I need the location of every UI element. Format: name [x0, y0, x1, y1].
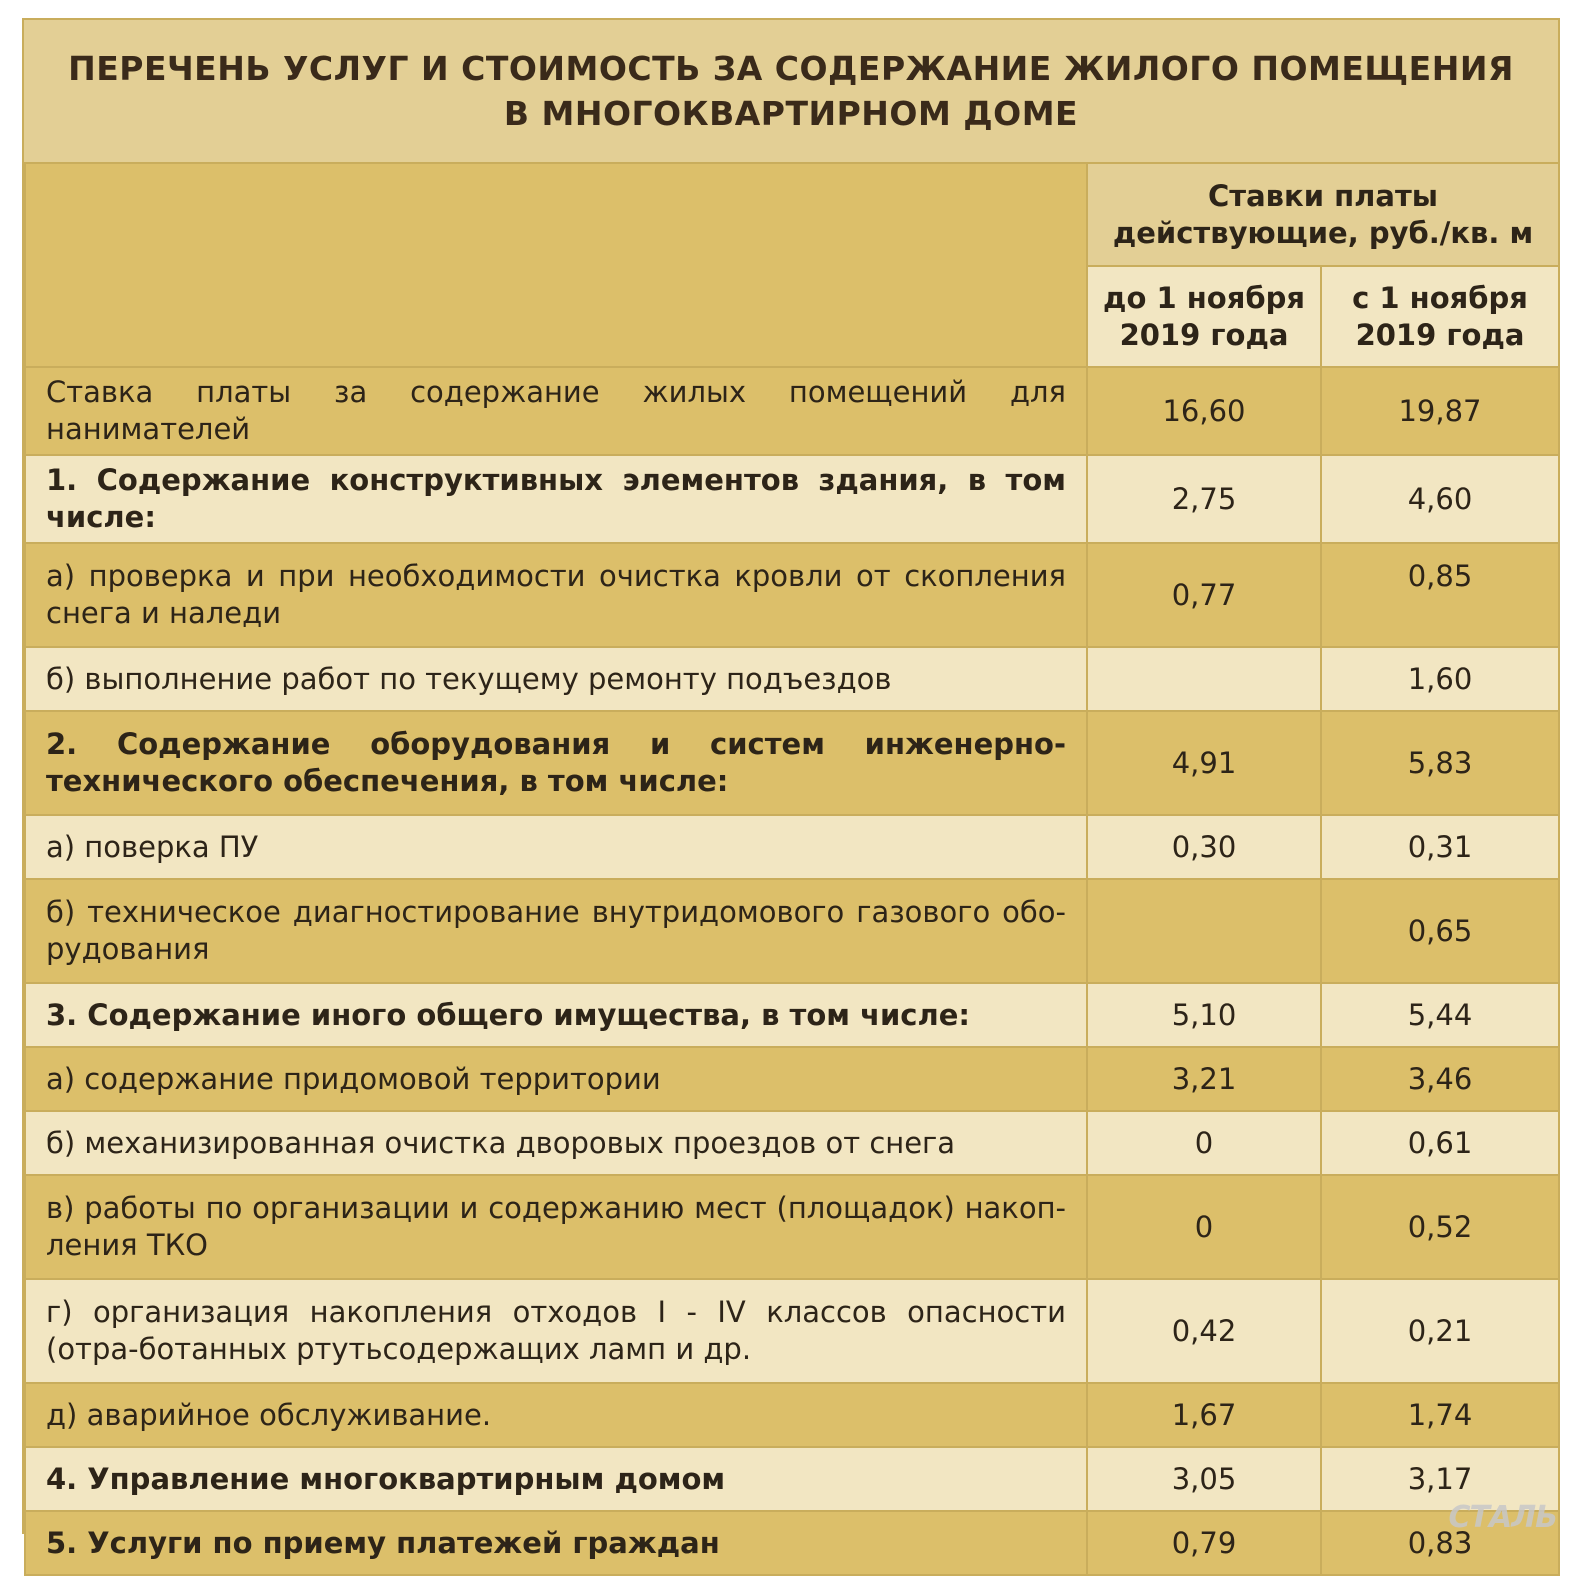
header-blank-cell — [25, 163, 1087, 367]
table-row — [25, 1383, 1559, 1447]
row-value-after: 0,21 — [1321, 1279, 1559, 1383]
row-value-after: 5,83 — [1321, 711, 1559, 815]
row-value-after: 1,60 — [1321, 647, 1559, 711]
row-value-before: 5,10 — [1087, 983, 1321, 1047]
table-row-section-4 — [25, 1447, 1559, 1511]
header-before-line-1: до 1 ноября — [1103, 281, 1305, 315]
row-value-before: 4,91 — [1087, 711, 1321, 815]
row-value-after: 0,85 — [1321, 543, 1559, 647]
header-after-line-1: с 1 ноября — [1352, 281, 1528, 315]
header-row-top — [25, 163, 1559, 266]
row-label: б) техническое диагностирование внутридомового газового обо-рудования — [25, 879, 1087, 983]
table-row — [25, 815, 1559, 879]
row-value-after: 19,87 — [1321, 367, 1559, 455]
row-value-after: 0,52 — [1321, 1175, 1559, 1279]
row-label: 5. Услуги по приему платежей граждан — [25, 1511, 1087, 1575]
header-group-line-1: Ставки платы — [1208, 179, 1438, 213]
row-label: Ставка платы за содержание жилых помещений для нанимателей — [25, 367, 1087, 455]
row-label: а) содержание придомовой территории — [25, 1047, 1087, 1111]
row-value-before — [1087, 647, 1321, 711]
header-group-line-2: действующие, руб./кв. м — [1113, 216, 1533, 250]
row-value-after: 0,61 — [1321, 1111, 1559, 1175]
row-value-before: 0 — [1087, 1111, 1321, 1175]
header-before-line-2: 2019 года — [1120, 318, 1289, 352]
row-value-before: 1,67 — [1087, 1383, 1321, 1447]
row-label: 2. Содержание оборудования и систем инженерно-технического обеспечения, в том числе: — [25, 711, 1087, 815]
title-block — [24, 20, 1558, 162]
row-value-before: 0,79 — [1087, 1511, 1321, 1575]
title-line-2: В МНОГОКВАРТИРНОМ ДОМЕ — [504, 94, 1078, 133]
header-rates-group — [1087, 163, 1559, 266]
table-row-section-5 — [25, 1511, 1559, 1575]
header-col-before — [1087, 266, 1321, 367]
row-label: 4. Управление многоквартирным домом — [25, 1447, 1087, 1511]
header-after-line-2: 2019 года — [1356, 318, 1525, 352]
row-value-before: 16,60 — [1087, 367, 1321, 455]
row-value-after: 3,46 — [1321, 1047, 1559, 1111]
row-label: д) аварийное обслуживание. — [25, 1383, 1087, 1447]
row-value-before — [1087, 879, 1321, 983]
table-row — [25, 879, 1559, 983]
row-value-after: 3,17 — [1321, 1447, 1559, 1511]
title-line-1: ПЕРЕЧЕНЬ УСЛУГ И СТОИМОСТЬ ЗА СОДЕРЖАНИЕ ЖИЛОГО ПОМЕЩЕНИЯ — [68, 49, 1514, 88]
row-label: а) проверка и при необходимости очистка кровли от скопления снега и наледи — [25, 543, 1087, 647]
row-value-before: 3,05 — [1087, 1447, 1321, 1511]
publisher-watermark: СТАЛЬ — [1449, 1500, 1557, 1535]
row-value-before: 3,21 — [1087, 1047, 1321, 1111]
row-value-before: 0,30 — [1087, 815, 1321, 879]
row-value-after: 0,83 — [1321, 1511, 1559, 1575]
row-value-after: 5,44 — [1321, 983, 1559, 1047]
table-row-section-1 — [25, 455, 1559, 543]
row-label: б) механизированная очистка дворовых проездов от снега — [25, 1111, 1087, 1175]
header-col-after — [1321, 266, 1559, 367]
table-row-section-3 — [25, 983, 1559, 1047]
row-label: в) работы по организации и содержанию мест (площадок) накоп-ления ТКО — [25, 1175, 1087, 1279]
rates-table — [24, 162, 1560, 1576]
table-row — [25, 1047, 1559, 1111]
row-value-after: 0,31 — [1321, 815, 1559, 879]
table-row — [25, 543, 1559, 647]
row-label: 1. Содержание конструктивных элементов здания, в том числе: — [25, 455, 1087, 543]
row-label: г) организация накопления отходов I - IV классов опасности (отра-ботанных ртутьсодержащих ламп и др. — [25, 1279, 1087, 1383]
table-row-total — [25, 367, 1559, 455]
document-title — [68, 46, 1514, 136]
row-value-after: 0,65 — [1321, 879, 1559, 983]
table-row-section-2 — [25, 711, 1559, 815]
row-label: 3. Содержание иного общего имущества, в том числе: — [25, 983, 1087, 1047]
table-row — [25, 1111, 1559, 1175]
table-row — [25, 1175, 1559, 1279]
row-label: б) выполнение работ по текущему ремонту подъездов — [25, 647, 1087, 711]
table-row — [25, 1279, 1559, 1383]
row-value-before: 0 — [1087, 1175, 1321, 1279]
row-value-before: 0,77 — [1087, 543, 1321, 647]
row-label: а) поверка ПУ — [25, 815, 1087, 879]
row-value-before: 2,75 — [1087, 455, 1321, 543]
table-row — [25, 647, 1559, 711]
rates-document — [22, 18, 1560, 1534]
row-value-after: 4,60 — [1321, 455, 1559, 543]
row-value-before: 0,42 — [1087, 1279, 1321, 1383]
row-value-after: 1,74 — [1321, 1383, 1559, 1447]
